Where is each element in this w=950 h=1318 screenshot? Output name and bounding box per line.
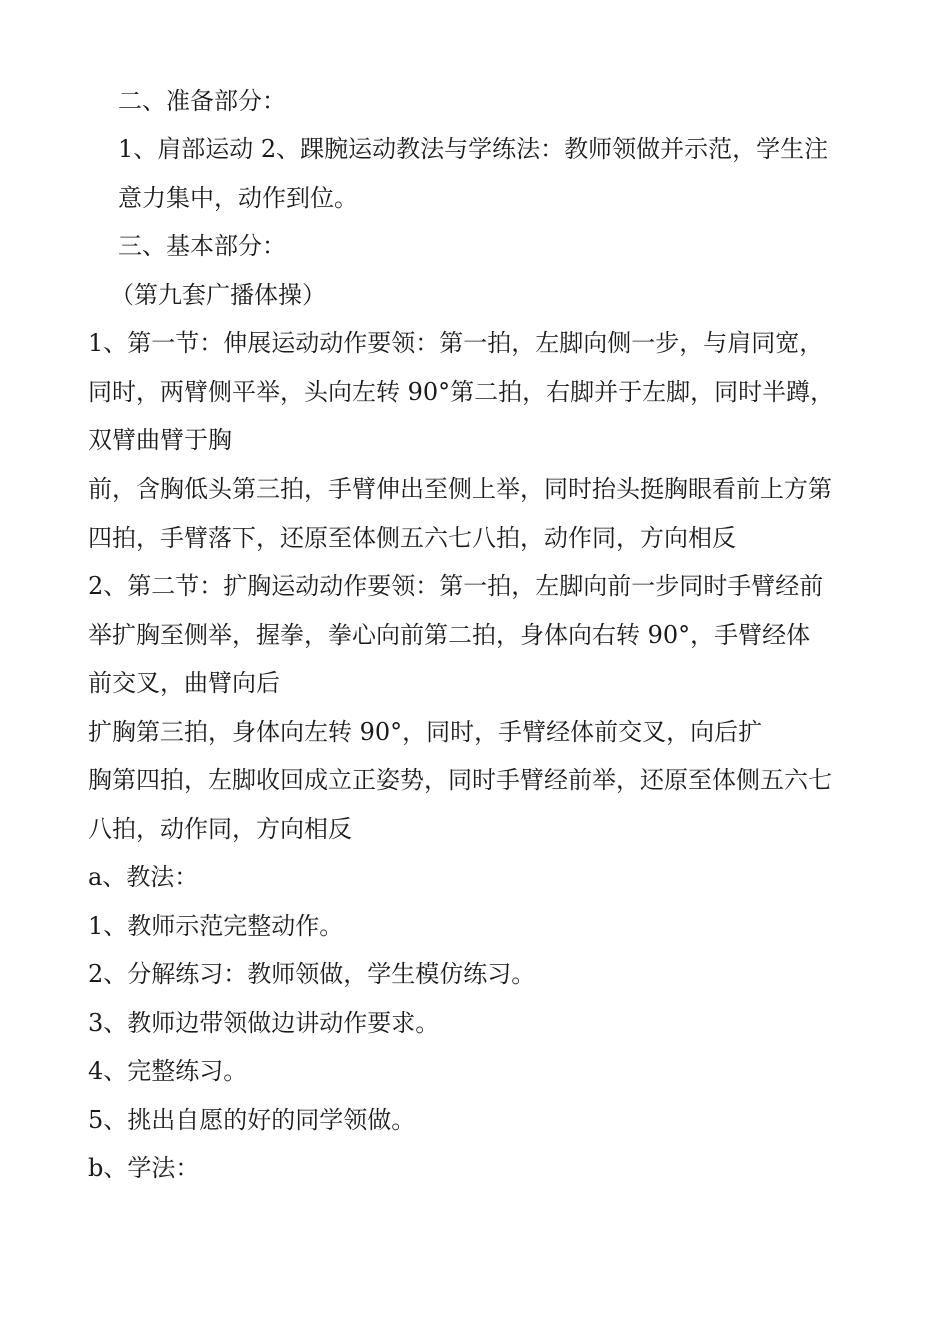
list-item: 1、教师示范完整动作。 [88, 912, 344, 940]
paragraph-line: 2、第二节：扩胸运动动作要领：第一拍，左脚向前一步同时手臂经前 [88, 572, 824, 600]
paragraph-line: 1、第一节：伸展运动动作要领：第一拍，左脚向侧一步，与肩同宽， [88, 329, 824, 357]
list-item: 4、完整练习。 [88, 1057, 248, 1085]
paragraph-line: 扩胸第三拍，身体向左转 90°，同时，手臂经体前交叉，向后扩 [88, 718, 763, 746]
paragraph-line: 1、肩部运动 2、踝腕运动教法与学练法：教师领做并示范，学生注 [118, 135, 829, 163]
subheading-broadcast-exercise: （第九套广播体操） [110, 281, 326, 309]
section-heading-basic: 三、基本部分： [118, 232, 286, 260]
paragraph-line: 四拍，手臂落下，还原至体侧五六七八拍，动作同，方向相反 [88, 524, 736, 552]
paragraph-line: 前交叉，曲臂向后 [88, 669, 280, 697]
paragraph-line: 同时，两臂侧平举，头向左转 90°第二拍，右脚并于左脚，同时半蹲， [88, 378, 835, 406]
list-item: 3、教师边带领做边讲动作要求。 [88, 1009, 440, 1037]
paragraph-line: 双臂曲臂于胸 [88, 426, 232, 454]
section-heading-preparation: 二、准备部分： [118, 87, 286, 115]
list-item: 2、分解练习：教师领做，学生模仿练习。 [88, 960, 536, 988]
list-item: 5、挑出自愿的好的同学领做。 [88, 1106, 416, 1134]
paragraph-line: 意力集中，动作到位。 [118, 184, 358, 212]
paragraph-line: 胸第四拍，左脚收回成立正姿势，同时手臂经前举，还原至体侧五六七 [88, 766, 832, 794]
paragraph-line: 八拍，动作同，方向相反 [88, 815, 352, 843]
list-heading-teaching-method: a、教法： [88, 863, 199, 891]
paragraph-line: 前，含胸低头第三拍，手臂伸出至侧上举，同时抬头挺胸眼看前上方第 [88, 475, 832, 503]
list-heading-learning-method: b、学法： [88, 1154, 200, 1182]
paragraph-line: 举扩胸至侧举，握拳，拳心向前第二拍，身体向右转 90°，手臂经体 [88, 621, 811, 649]
